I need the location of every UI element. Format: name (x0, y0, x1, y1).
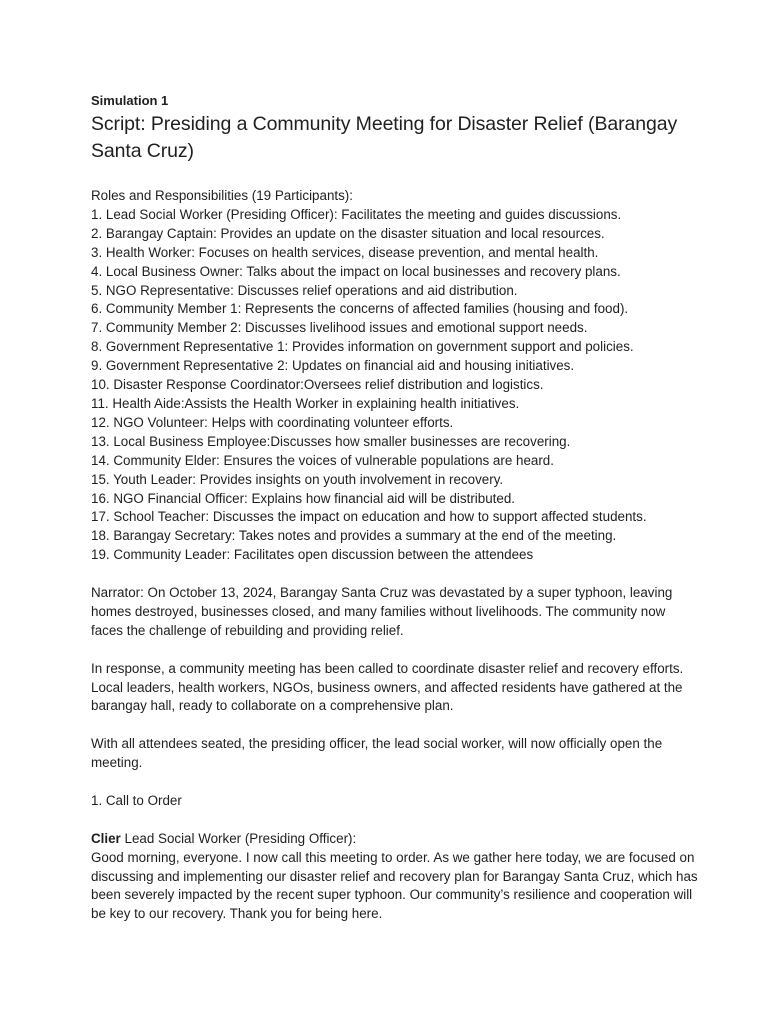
section-heading-call-to-order: 1. Call to Order (91, 792, 182, 808)
roles-heading: Roles and Responsibilities (19 Participants): (91, 188, 353, 203)
role-item: 4. Local Business Owner: Talks about the impact on local businesses and recovery plans. (91, 263, 621, 279)
role-item: 14. Community Elder: Ensures the voices of vulnerable populations are heard. (91, 452, 554, 468)
role-item: 8. Government Representative 1: Provides information on government support and policies. (91, 339, 634, 355)
role-item: 19. Community Leader: Facilitates open discussion between the attendees (91, 547, 534, 563)
document-title: Script: Presiding a Community Meeting for Disaster Relief (Barangay Santa Cruz) (91, 113, 678, 162)
role-item: 13. Local Business Employee:Discusses how smaller businesses are recovering. (91, 433, 571, 449)
role-item: 9. Government Representative 2: Updates on financial aid and housing initiatives. (91, 358, 575, 374)
narrator-paragraph: Narrator: On October 13, 2024, Barangay Santa Cruz was devastated by a super typhoon, leaving homes destroyed, businesses closed, and many families without livelihoods. The community now faces the challenge of rebuilding and providing relief. (91, 585, 673, 638)
role-item: 17. School Teacher: Discusses the impact on education and how to support affected students. (91, 509, 647, 525)
speech-paragraph: Good morning, everyone. I now call this meeting to order. As we gather here today, we are focused on discussing and implementing our disaster relief and recovery plan for Barangay Santa Cruz, which has been severely impacted by the recent super typhoon. Our community’s resilience and cooperation will be key to our recovery. Thank you for being here. (91, 849, 698, 922)
role-item: 11. Health Aide:Assists the Health Worker in explaining health initiatives. (91, 395, 520, 411)
role-item: 5. NGO Representative: Discusses relief operations and aid distribution. (91, 282, 518, 298)
speaker-role: Lead Social Worker (Presiding Officer): (120, 830, 357, 846)
role-item: 6. Community Member 1: Represents the concerns of affected families (housing and food). (91, 301, 629, 317)
role-item: 2. Barangay Captain: Provides an update on the disaster situation and local resources. (91, 225, 605, 241)
roles-list (91, 206, 698, 565)
role-item: 7. Community Member 2: Discusses livelihood issues and emotional support needs. (91, 320, 588, 336)
simulation-label: Simulation 1 (91, 93, 169, 108)
attendees-paragraph: With all attendees seated, the presiding officer, the lead social worker, will now officially open the meeting. (91, 736, 663, 771)
role-item: 10. Disaster Response Coordinator:Oversees relief distribution and logistics. (91, 377, 544, 393)
role-item: 3. Health Worker: Focuses on health services, disease prevention, and mental health. (91, 244, 599, 260)
role-item: 15. Youth Leader: Provides insights on youth involvement in recovery. (91, 471, 504, 487)
role-item: 12. NGO Volunteer: Helps with coordinating volunteer efforts. (91, 414, 454, 430)
role-item: 1. Lead Social Worker (Presiding Officer): Facilitates the meeting and guides discussions. (91, 206, 622, 222)
response-paragraph: In response, a community meeting has been called to coordinate disaster relief and recovery efforts. Local leaders, health workers, NGOs, business owners, and affected residents have gathered at the barangay hall, ready to collaborate on a comprehensive plan. (91, 660, 684, 714)
speaker-name: Clier (91, 830, 121, 846)
role-item: 18. Barangay Secretary: Takes notes and provides a summary at the end of the meeting. (91, 528, 617, 544)
speaker-line (91, 830, 698, 849)
role-item: 16. NGO Financial Officer: Explains how financial aid will be distributed. (91, 490, 515, 506)
